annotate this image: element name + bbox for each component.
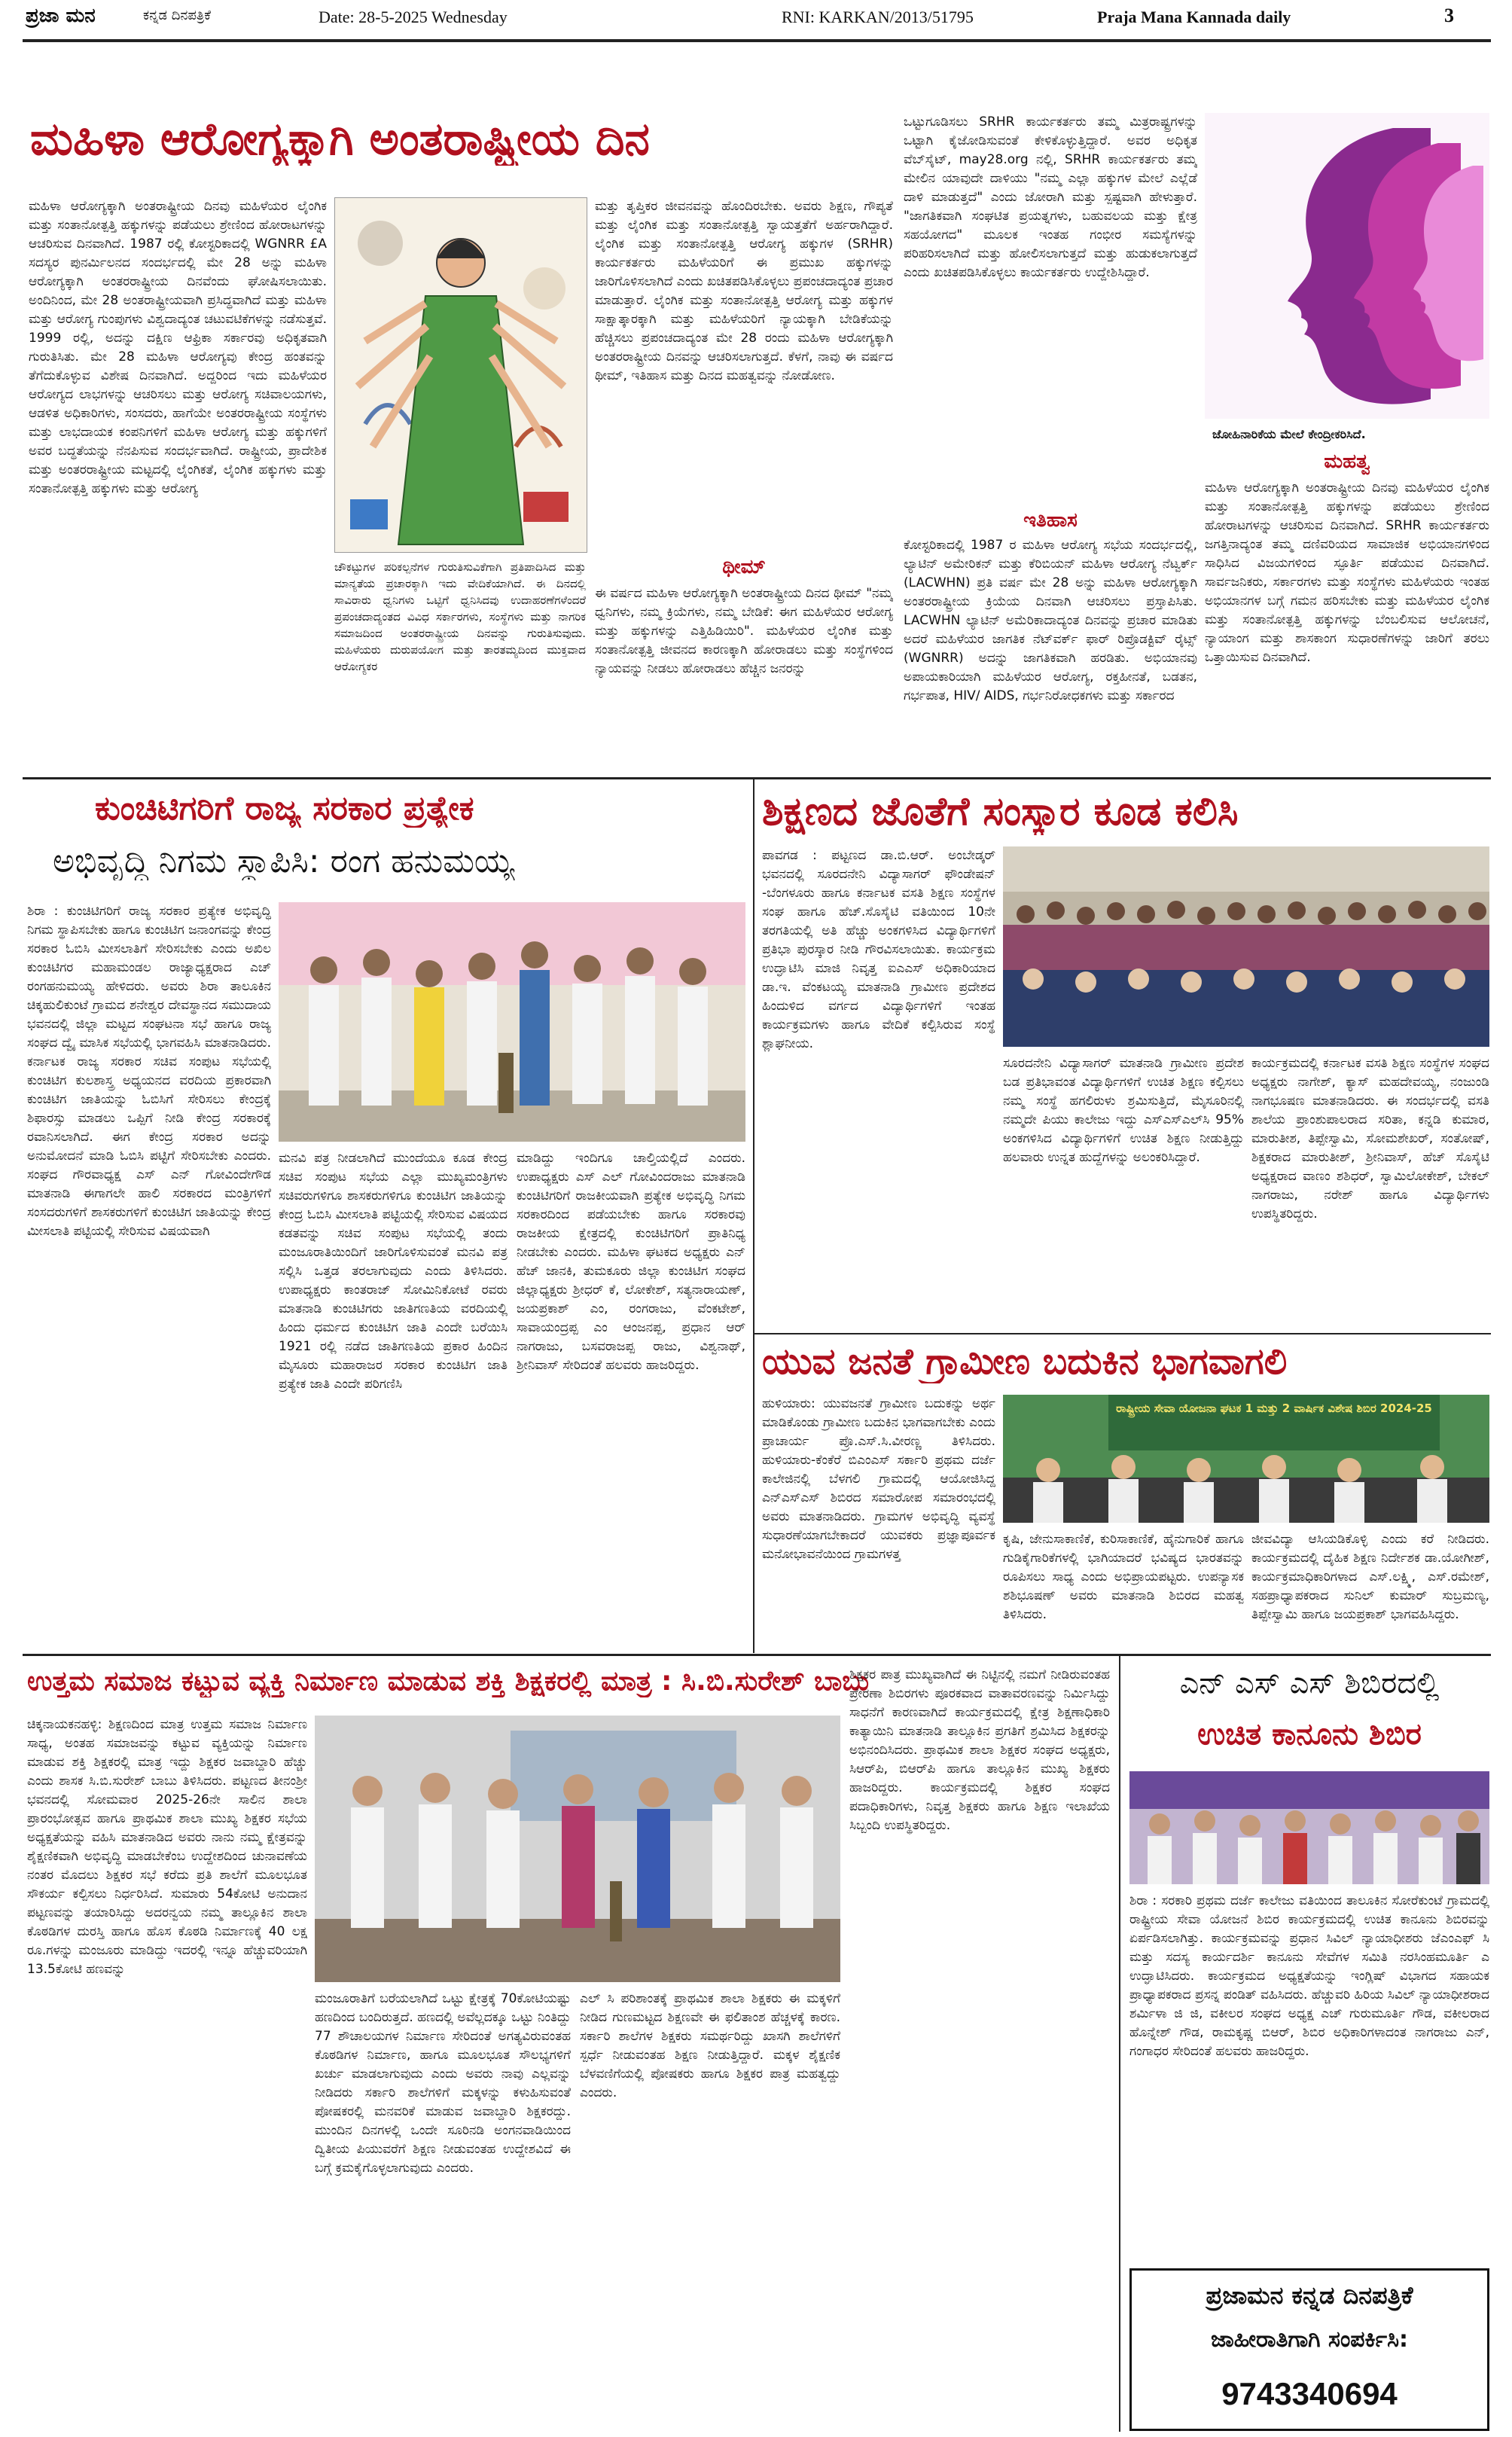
story3-headline: ಶಿಕ್ಷಣದ ಜೊತೆಗೆ ಸಂಸ್ಕಾರ ಕೂಡ ಕಲಿಸಿ (762, 789, 1239, 834)
story4-banner-text: ರಾಷ್ಟ್ರೀಯ ಸೇವಾ ಯೋಜನಾ ಘಟಕ 1 ಮತ್ತು 2 ವಾರ್ಷಿಕ ವಿಶೇಷ ಶಿಬಿರ 2024-25 (1116, 1402, 1432, 1415)
story1-col4b: ಕೋಸ್ಟರಿಕಾದಲ್ಲಿ 1987 ರ ಮಹಿಳಾ ಆರೋಗ್ಯ ಸಭೆಯ ಸಂದರ್ಭದಲ್ಲಿ, ಲ್ಯಾಟಿನ್ ಅಮೇರಿಕನ್ ಮತ್ತು ಕೆರಿಬಿಯನ್ ಮಹಿಳಾ ಆರೋಗ್ಯ ನೆಟ್ವರ್ಕ್ (LACWHN) ಪ್ರತಿ ವರ್ಷ ಮೇ 28 ಅನ್ನು ಮಹಿಳಾ ಆರೋಗ್ಯಕ್ಕಾಗಿ ಅಂತರರಾಷ್ಟ್ರೀಯ ಕ್ರಿಯೆಯ ದಿನವಾಗಿ ಆಚರಿಸಲು ಪ್ರಸ್ತಾಪಿಸಿತು. LACWHN ಲ್ಯಾಟಿನ್ ಅಮೆರಿಕಾದಾದ್ಯಂತ ದಿನವನ್ನು ಪ್ರಚಾರ ಮಾಡಿತು ಅದರೆ ಮಹಿಳೆಯರ ಜಾಗತಿಕ ನೆಟ್‌ವರ್ಕ್ ಫಾರ್ ರಿಪ್ರೊಡಕ್ಟಿವ್ ರೈಟ್ಸ್ (WGNRR) ಅದನ್ನು ಜಾಗತಿಕವಾಗಿ ಹರಡಿತು. ಅಭಿಯಾನವು ಅಪಾಯಕಾರಿಯಾಗಿ ಮಹಿಳೆಯರ ಆರೋಗ್ಯ, ರಕ್ತಹೀನತೆ, ಬಡತನ, ಗರ್ಭಪಾತ, HIV/ AIDS, ಗರ್ಭನಿರೋಧಕಗಳು ಮತ್ತು ಸರ್ಕಾರದ (904, 538, 1197, 703)
story6-photo (1129, 1771, 1489, 1884)
story1-illustration-caption: ಚೌಕಟ್ಟುಗಳ ಪರಿಕಲ್ಪನೆಗಳ ಗುರುತಿಸುವಿಕೆಗಾಗಿ ಪ್ರತಿಪಾದಿಸಿದ ಮತ್ತು ಮಾನ್ಯತೆಯ ಪ್ರಚಾರಕ್ಕಾಗಿ ಇದು ವೇದಿಕೆಯಾಗಿದೆ. ಈ ದಿನದಲ್ಲಿ ಸಾವಿರಾರು ಧ್ವನಿಗಳು ಒಟ್ಟಿಗೆ ಧ್ವನಿಸಿದವು ಉದಾಹರಣೆಗಳೆಂದರೆ ಪ್ರಪಂಚದಾದ್ಯಂತದ ವಿವಿಧ ಸರ್ಕಾರಗಳು, ಸಂಸ್ಥೆಗಳು ಮತ್ತು ನಾಗರಿಕ ಸಮಾಜದಿಂದ ಅಂತರರಾಷ್ಟ್ರೀಯ ದಿನವನ್ನು ಗುರುತಿಸುವುದು. ಮಹಿಳೆಯರು ದುರುಪಯೋಗ ಮತ್ತು ತಾರತಮ್ಯದಿಂದ ಮುಕ್ತವಾದ ಆರೋಗ್ಯಕರ (334, 560, 586, 673)
section-rule-4 (23, 1654, 1491, 1656)
masthead-date: Date: 28-5-2025 Wednesday (319, 8, 508, 26)
advert-line-2: ಜಾಹೀರಾತಿಗಾಗಿ ಸಂಪರ್ಕಿಸಿ: (1211, 2326, 1408, 2353)
story5-col4: ಶಿಕ್ಷಕರ ಪಾತ್ರ ಮುಖ್ಯವಾಗಿದೆ ಈ ನಿಟ್ಟಿನಲ್ಲಿ ನಮಗೆ ನೀಡಿರುವಂತಹ ಪ್ರೇರಣಾ ಶಿಬಿರಗಳು ಪೂರಕವಾದ ವಾತಾವರಣವನ್ನು ನಿರ್ಮಿಸಿದ್ದು ಸಾಧನೆಗೆ ಕಾರಣವಾಗಿದೆ ಕಾರ್ಯಕ್ರಮದಲ್ಲಿ ಕ್ಷೇತ್ರ ಶಿಕ್ಷಣಾಧಿಕಾರಿ ಕಾತ್ಯಾಯಿನಿ ಮಾತನಾಡಿ ತಾಲ್ಲೂಕಿನ ಪ್ರಗತಿಗೆ ಶ್ರಮಿಸಿದ ಶಿಕ್ಷಕರನ್ನು ಅಭಿನಂದಿಸಿದರು. ಪ್ರಾಥಮಿಕ ಶಾಲಾ ಶಿಕ್ಷಕರ ಸಂಘದ ಅಧ್ಯಕ್ಷರು, ಸಿಆರ್‌ಪಿ, ಬಿಆರ್‌ಪಿ ಹಾಗೂ ತಾಲ್ಲೂಕಿನ ಮುಖ್ಯ ಶಿಕ್ಷಕರು ಹಾಜರಿದ್ದರು. ಕಾರ್ಯಕ್ರಮದಲ್ಲಿ ಶಿಕ್ಷಕರ ಸಂಘದ ಪದಾಧಿಕಾರಿಗಳು, ನಿವೃತ್ತ ಶಿಕ್ಷಕರು ಹಾಗೂ ಶಿಕ್ಷಣ ಇಲಾಖೆಯ ಸಿಬ್ಬಂದಿ ಉಪಸ್ಥಿತರಿದ್ದರು. (849, 1667, 1110, 1833)
story1-photo (1205, 113, 1489, 419)
story5-headline: ಉತ್ತಮ ಸಮಾಜ ಕಟ್ಟುವ ವ್ಯಕ್ತಿ ನಿರ್ಮಾಣ ಮಾಡುವ ಶಕ್ತಿ ಶಿಕ್ಷಕರಲ್ಲಿ ಮಾತ್ರ : ಸಿ.ಬಿ.ಸುರೇಶ್ ಬಾಬು (27, 1666, 870, 1697)
story2-headline-1: ಕುಂಚಿಟಿಗರಿಗೆ ರಾಜ್ಯ ಸರಕಾರ ಪ್ರತ್ಯೇಕ (95, 789, 474, 828)
story2-col3: ಮಾಡಿದ್ದು ಇಂದಿಗೂ ಚಾಲ್ತಿಯಲ್ಲಿದೆ ಎಂದರು. ಉಪಾಧ್ಯಕ್ಷರು ಎಸ್ ಎಲ್ ಗೋವಿಂದರಾಜು ಮಾತನಾಡಿ ಕುಂಚಿಟಿಗರಿಗೆ ರಾಜಕೀಯವಾಗಿ ಪ್ರತ್ಯೇಕ ಅಭಿವೃದ್ಧಿ ನಿಗಮ ಸರಕಾರದಿಂದ ಪಡೆಯಬೇಕು ಹಾಗೂ ಸರಕಾರವು ರಾಜಕೀಯ ಕ್ಷೇತ್ರದಲ್ಲಿ ಕುಂಚಿಟಿಗರಿಗೆ ಪ್ರಾತಿನಿಧ್ಯ ನೀಡಬೇಕು ಎಂದರು. ಮಹಿಳಾ ಘಟಕದ ಅಧ್ಯಕ್ಷರು ಎನ್ ಹೆಚ್ ಜಾನಕಿ, ತುಮಕೂರು ಜಿಲ್ಲಾ ಕುಂಚಿಟಿಗ ಸಂಘದ ಜಿಲ್ಲಾಧ್ಯಕ್ಷರು ಶ್ರೀಧರ್ ಕೆ, ಲೋಕೇಶ್, ಸತ್ಯನಾರಾಯಣ್, ಜಯಪ್ರಕಾಶ್ ಎಂ, ರಂಗರಾಜು, ವೆಂಕಟೇಶ್, ಸಾವಾಯಂದ್ರಪ್ಪ ಎಂ ಆಂಜನಪ್ಪ, ಪ್ರಧಾನ ಆರ್ ನಾಗರಾಜು, ಬಸವರಾಜಪ್ಪ ರಾಜು, ವಿಶ್ವನಾಥ್, ಶ್ರೀನಿವಾಸ್ ಸೇರಿದಂತೆ ಹಲವರು ಹಾಜರಿದ್ದರು. (517, 1151, 745, 1373)
section-rule-1 (23, 777, 1491, 779)
story4-col2: ಕೃಷಿ, ಜೇನುಸಾಕಾಣಿಕೆ, ಕುರಿಸಾಕಾಣಿಕೆ, ಹೈನುಗಾರಿಕೆ ಹಾಗೂ ಗುಡಿಕೈಗಾರಿಕೆಗಳಲ್ಲಿ ಭಾಗಿಯಾದರೆ ಭವಿಷ್ಯದ ಭಾರತವನ್ನು ರೂಪಿಸಲು ಸಾಧ್ಯ ಎಂದು ಅಭಿಪ್ರಾಯಪಟ್ಟರು. ಉಪನ್ಯಾಸಕ ಶಶಿಭೂಷಣ್ ಅವರು ಮಾತನಾಡಿ ಶಿಬಿರದ ಮಹತ್ವ ತಿಳಿಸಿದರು. (1003, 1532, 1244, 1622)
story6-headline-2: ಉಚಿತ ಕಾನೂನು ಶಿಬಿರ (1197, 1717, 1422, 1752)
story4-col1: ಹುಳಿಯಾರು: ಯುವಜನತೆ ಗ್ರಾಮೀಣ ಬದುಕನ್ನು ಅರ್ಥ ಮಾಡಿಕೊಂಡು ಗ್ರಾಮೀಣ ಬದುಕಿನ ಭಾಗವಾಗಬೇಕು ಎಂದು ಪ್ರಾಚಾರ್ಯ ಪ್ರೊ.ಎಸ್.ಸಿ.ವೀರಣ್ಣ ತಿಳಿಸಿದರು. ಹುಳಿಯಾರು-ಕೆಂಕೆರೆ ಬಿಎಂಎಸ್ ಸರ್ಕಾರಿ ಪ್ರಥಮ ದರ್ಜೆ ಕಾಲೇಜಿನಲ್ಲಿ ಬೆಳಗಲಿ ಗ್ರಾಮದಲ್ಲಿ ಆಯೋಜಿಸಿದ್ದ ಎನ್ಎಸ್ಎಸ್ ಶಿಬಿರದ ಸಮಾರೋಪ ಸಮಾರಂಭದಲ್ಲಿ ಅವರು ಮಾತನಾಡಿದರು. ಗ್ರಾಮಗಳ ಅಭಿವೃದ್ಧಿ ವ್ಯವಸ್ಥೆ ಸುಧಾರಣೆಯಾಗಬೇಕಾದರೆ ಯುವಕರು ಪ್ರಜ್ಞಾಪೂರ್ವಕ ಮನೋಭಾವನೆಯಿಂದ ಗ್ರಾಮಗಳತ್ತ (762, 1396, 995, 1562)
story1-col5: ಮಹಿಳಾ ಆರೋಗ್ಯಕ್ಕಾಗಿ ಅಂತರಾಷ್ಟ್ರೀಯ ದಿನವು ಮಹಿಳೆಯರ ಲೈಂಗಿಕ ಮತ್ತು ಸಂತಾನೋತ್ಪತ್ತಿ ಹಕ್ಕುಗಳನ್ನು ಪಡೆಯಲು ಶ್ರೇಣಿಂದ ಹೋರಾಟಗಳನ್ನು ಆಚರಿಸುವ ದಿನವಾಗಿದೆ. SRHR ಕಾರ್ಯಕರ್ತರು ಜಗತ್ತಿನಾದ್ಯಂತ ತಮ್ಮ ದಣಿವರಿಯದ ಸಾಮಾಜಿಕ ಅಭಿಯಾನಗಳಿಂದ ಸಾಧಿಸಿದ ವಿಜಯಗಳಿಂದ ಸ್ಫೂರ್ತಿ ಪಡೆಯುವ ದಿನವಾಗಿದೆ. ಸಾರ್ವಜನಿಕರು, ಸರ್ಕಾರಗಳು ಮತ್ತು ಸಂಸ್ಥೆಗಳು ಮಹಿಳೆಯರು ಇಂತಹ ಅಭಿಯಾನಗಳ ಬಗ್ಗೆ ಗಮನ ಹರಿಸಬೇಕು ಮತ್ತು ಮಹಿಳೆಯರ ಲೈಂಗಿಕ ಮತ್ತು ಸಂತಾನೋತ್ಪತ್ತಿ ಹಕ್ಕುಗಳನ್ನು ಬೆಂಬಲಿಸುವ ಆಲೋಚನೆ, ನ್ಯಾಯಾಂಗ ಮತ್ತು ಶಾಸಕಾಂಗ ಸುಧಾರಣೆಗಳನ್ನು ಜಾರಿಗೆ ತರಲು ಒತ್ತಾಯಿಸುವ ದಿನವಾಗಿದೆ. (1205, 480, 1489, 665)
story6-headline-1: ಎನ್ ಎಸ್ ಎಸ್ ಶಿಬಿರದಲ್ಲಿ (1179, 1666, 1440, 1700)
story4-col3: ಜೀವವಿದ್ಯಾ ಆಸಿಯಡಿಕೊಳ್ಳಿ ಎಂದು ಕರೆ ನೀಡಿದರು. ಕಾರ್ಯಕ್ರಮದಲ್ಲಿ ದೈಹಿಕ ಶಿಕ್ಷಣ ನಿರ್ದೇಶಕ ಡಾ.ಯೋಗೀಶ್, ಕಾರ್ಯಕ್ರಮಾಧಿಕಾರಿಗಳಾದ ಎಸ್.ಲಕ್ಷ್ಮಿ, ಎಸ್.ರಮೇಶ್, ಸಹಪ್ರಾಧ್ಯಾಪಕರಾದ ಸುನಿಲ್ ಕುಮಾರ್ ಸುಬ್ರಮಣ್ಯ, ತಿಪ್ಪೇಸ್ವಾಮಿ ಹಾಗೂ ಜಯಪ್ರಕಾಶ್ ಭಾಗವಹಿಸಿದ್ದರು. (1251, 1532, 1489, 1622)
story3-col1b: ಸೂರದನೇನಿ ವಿದ್ಯಾಸಾಗರ್ ಮಾತನಾಡಿ ಗ್ರಾಮೀಣ ಪ್ರದೇಶ ಬಡ ಪ್ರತಿಭಾವಂತ ವಿದ್ಯಾರ್ಥಿಗಳಿಗೆ ಉಚಿತ ಶಿಕ್ಷಣ ಕಲ್ಪಿಸಲು ನಮ್ಮ ಸಂಸ್ಥೆ ಹಗಲಿರುಳು ಶ್ರಮಿಸುತ್ತಿದೆ, ಮೈಸೂರಿನಲ್ಲಿ ನಮ್ಮದೇ ಪಿಯು ಕಾಲೇಜು ಇದ್ದು ಎಸ್ಎಸ್ಎಲ್‌ಸಿ 95% ಅಂಕಗಳಿಸಿದ ವಿದ್ಯಾರ್ಥಿಗಳಿಗೆ ಉಚಿತ ಶಿಕ್ಷಣ ನೀಡುತ್ತಿದ್ದು ಹಲವಾರು ಉನ್ನತ ಹುದ್ದೆಗಳನ್ನು ಅಲಂಕರಿಸಿದ್ದಾರೆ. (1003, 1056, 1244, 1165)
story5-col1: ಚಿಕ್ಕನಾಯಕನಹಳ್ಳಿ: ಶಿಕ್ಷಣದಿಂದ ಮಾತ್ರ ಉತ್ತಮ ಸಮಾಜ ನಿರ್ಮಾಣ ಸಾಧ್ಯ, ಅಂತಹ ಸಮಾಜವನ್ನು ಕಟ್ಟುವ ವ್ಯಕ್ತಿಯನ್ನು ನಿರ್ಮಾಣ ಮಾಡುವ ಶಕ್ತಿ ಶಿಕ್ಷಕರಲ್ಲಿ ಮಾತ್ರ ಇದ್ದು ಶಿಕ್ಷಕರ ಜವಾಬ್ದಾರಿ ಹೆಚ್ಚು ಎಂದು ಶಾಸಕ ಸಿ.ಬಿ.ಸುರೇಶ್ ಬಾಬು ತಿಳಿಸಿದರು. ಪಟ್ಟಣದ ತೀನಂಶ್ರೀ ಭವನದಲ್ಲಿ ಸೋಮವಾರ 2025-26ನೇ ಸಾಲಿನ ಶಾಲಾ ಪ್ರಾರಂಭೋತ್ಸವ ಹಾಗೂ ಪ್ರಾಥಮಿಕ ಶಾಲಾ ಮುಖ್ಯ ಶಿಕ್ಷಕರ ಸಭೆಯ ಅಧ್ಯಕ್ಷತೆಯನ್ನು ವಹಿಸಿ ಮಾತನಾಡಿದ ಅವರು ನಾನು ನಮ್ಮ ಕ್ಷೇತ್ರವನ್ನು ಶೈಕ್ಷಣಿಕವಾಗಿ ಅಭಿವೃದ್ಧಿ ಮಾಡಬೇಕೆಂಬ ಉದ್ದೇಶದಿಂದ ಚುನಾವಣೆಯ ನಂತರ ಮೊದಲು ಶಿಕ್ಷಕರ ಸಭೆ ಕರೆದು ಪ್ರತಿ ಶಾಲೆಗೆ ಮೂಲಭೂತ ಸೌಕರ್ಯ ಕಲ್ಪಿಸಲು ನಿರ್ಧರಿಸಿದೆ. ಸುಮಾರು 54ಕೋಟಿ ಅನುದಾನ ಪಟ್ಟಣವನ್ನು ತಯಾರಿಸಿದ್ದು ಅದರನ್ವಯ ನಮ್ಮ ತಾಲ್ಲೂಕಿನ ಶಾಲಾ ಕೊಠಡಿಗಳ ದುರಸ್ತಿ ಹಾಗೂ ಹೊಸ ಕೊಠಡಿ ನಿರ್ಮಾಣಕ್ಕೆ 40 ಲಕ್ಷ ರೂ.ಗಳನ್ನು ಮಂಜೂರು ಮಾಡಿದ್ದು ಇದರಲ್ಲಿ ಇನ್ನೂ ಹೆಚ್ಚುವರಿಯಾಗಿ 13.5ಕೋಟಿ ಹಣವನ್ನು (27, 1717, 307, 1977)
column-rule-1 (753, 779, 754, 1653)
story1-illustration (334, 197, 587, 553)
story1-col4a: ಒಟ್ಟುಗೂಡಿಸಲು SRHR ಕಾರ್ಯಕರ್ತರು ತಮ್ಮ ಮಿತ್ರರಾಷ್ಟ್ರಗಳನ್ನು ಒಟ್ಟಾಗಿ ಕೈಜೋಡಿಸುವಂತೆ ಕೇಳಿಕೊಳ್ಳುತ್ತಿದ್ದಾರೆ. ಅವರ ಅಧಿಕೃತ ವೆಬ್‌ಸೈಟ್, may28.org ನಲ್ಲಿ, SRHR ಕಾರ್ಯಕರ್ತರು ತಮ್ಮ ಮೇಲಿನ ಯಾವುದೇ ದಾಳಿಯು "ನಮ್ಮ ಎಲ್ಲಾ ಹಕ್ಕುಗಳ ಮೇಲೆ ಎಲ್ಲೆಡೆ ದಾಳಿ ಮಾಡುತ್ತದೆ" ಎಂದು ಜೋರಾಗಿ ಮತ್ತು ಸ್ಪಷ್ಟವಾಗಿ ಹೇಳುತ್ತಾರೆ. "ಜಾಗತಿಕವಾಗಿ ಸಂಘಟಿತ ಪ್ರಯತ್ನಗಳು, ಬಹುವಲಯ ಮತ್ತು ಕ್ಷೇತ್ರ ಸಹಯೋಗದ" ಮೂಲಕ ಇಂತಹ ಗಂಭೀರ ಸಮಸ್ಯೆಗಳನ್ನು ಪರಿಹರಿಸಲಾಗಿದೆ ಮತ್ತು ಹೋಲಿಸಲಾಗುತ್ತದೆ ಮತ್ತು ಹುಡುಕಲಾಗುತ್ತದೆ ಎಂದು ಖಚಿತಪಡಿಸಿಕೊಳ್ಳಲು ಕಾರ್ಯಕರ್ತರು ಉದ್ದೇಶಿಸಿದ್ದಾರೆ. (904, 114, 1197, 280)
advert-box (1129, 2268, 1489, 2431)
story4-headline: ಯುವ ಜನತೆ ಗ್ರಾಮೀಣ ಬದುಕಿನ ಭಾಗವಾಗಲಿ (762, 1341, 1288, 1383)
story3-col2: ಕಾರ್ಯಕ್ರಮದಲ್ಲಿ ಕರ್ನಾಟಕ ವಸತಿ ಶಿಕ್ಷಣ ಸಂಸ್ಥೆಗಳ ಸಂಘದ ಅಧ್ಯಕ್ಷರು ನಾಗೇಶ್, ಕ್ಯಾಸ್ ಮಹದೇವಯ್ಯ, ನಂಜುಂಡಿ ನಾಗಭೂಷಣ ಮಾತನಾಡಿದರು. ಈ ಸಂದರ್ಭದಲ್ಲಿ ವಸತಿ ಶಾಲೆಯ ಪ್ರಾಂಶುಪಾಲರಾದ ಸರಿತಾ, ಕನ್ನಡಿ ಕುಮಾರ, ಮಾರುತೀಶ, ತಿಪ್ಪೇಸ್ವಾಮಿ, ಸೋಮಶೇಖರ್, ಸಂತೋಷ್, ಶಿಕ್ಷಕರಾದ ಮಾರುತೀಶ್, ಶ್ರೀನಿವಾಸ್, ಹೆಚ್ ಸೊಸೈಟಿ ಅಧ್ಯಕ್ಷರಾದ ವಾಣಂ ಶಶಿಧರ್, ಸ್ವಾಮಿಲೋಕೇಶ್, ಬೇಕಲ್ ನಾಗರಾಜು, ನರೇಶ್ ಹಾಗೂ ವಿದ್ಯಾರ್ಥಿಗಳು ಉಪಸ್ಥಿತರಿದ್ದರು. (1251, 1056, 1489, 1222)
story2-photo (279, 902, 745, 1142)
story3-col1: ಪಾವಗಡ : ಪಟ್ಟಣದ ಡಾ.ಬಿ.ಆರ್. ಅಂಬೇಡ್ಕರ್ ಭವನದಲ್ಲಿ ಸೂರದನೇನಿ ವಿದ್ಯಾಸಾಗರ್ ಫೌಂಡೇಷನ್ -ಬೆಂಗಳೂರು ಹಾಗೂ ಕರ್ನಾಟಕ ವಸತಿ ಶಿಕ್ಷಣ ಸಂಸ್ಥೆಗಳ ಸಂಘ ಹಾಗೂ ಹೆಚ್.ಸೊಸೈಟಿ ವತಿಯಿಂದ 10ನೇ ತರಗತಿಯಲ್ಲಿ ಅತಿ ಹೆಚ್ಚು ಅಂಕಗಳಿಸಿದ ವಿದ್ಯಾರ್ಥಿಗಳಿಗೆ ಪ್ರತಿಭಾ ಪುರಸ್ಕಾರ ನೀಡಿ ಗೌರವಿಸಲಾಯಿತು. ಕಾರ್ಯಕ್ರಮ ಉದ್ಘಾಟಿಸಿ ಮಾಜಿ ನಿವೃತ್ತ ಐಎಎಸ್ ಅಧಿಕಾರಿಯಾದ ಡಾ.ಇ. ವೆಂಕಟಯ್ಯ ಮಾತನಾಡಿ ಗ್ರಾಮೀಣ ಪ್ರದೇಶದ ಹಿಂದುಳಿದ ವರ್ಗದ ವಿದ್ಯಾರ್ಥಿಗಳಿಗೆ ಇಂತಹ ಕಾರ್ಯಕ್ರಮಗಳು ಹಾಗೂ ವೇದಿಕೆ ಕಲ್ಪಿಸಿರುವ ಸಂಸ್ಥೆ ಶ್ಲಾಘನೀಯ. (762, 848, 995, 1051)
story3-photo (1003, 846, 1489, 1047)
story1-col1: ಮಹಿಳಾ ಆರೋಗ್ಯಕ್ಕಾಗಿ ಅಂತರಾಷ್ಟ್ರೀಯ ದಿನವು ಮಹಿಳೆಯರ ಲೈಂಗಿಕ ಮತ್ತು ಸಂತಾನೋತ್ಪತ್ತಿ ಹಕ್ಕುಗಳನ್ನು ಪಡೆಯಲು ಶ್ರೇಣಿಂದ ಹೋರಾಟಗಳನ್ನು ಆಚರಿಸುವ ದಿನವಾಗಿದೆ. 1987 ರಲ್ಲಿ ಕೋಸ್ಟರಿಕಾದಲ್ಲಿ WGNRR £A ಸದಸ್ಯರ ಪುನರ್ಮಿಲನದ ಸಂದರ್ಭದಲ್ಲಿ ಮೇ 28 ಅನ್ನು ಮಹಿಳಾ ಆರೋಗ್ಯಕ್ಕಾಗಿ ಅಂತರರಾಷ್ಟ್ರೀಯ ದಿನವೆಂದು ಘೋಷಿಸಲಾಯಿತು. ಅಂದಿನಿಂದ, ಮೇ 28 ಅಂತರಾಷ್ಟ್ರೀಯವಾಗಿ ಪ್ರಸಿದ್ಧವಾಗಿದೆ ಮತ್ತು ಮಹಿಳಾ ಮತ್ತು ಆರೋಗ್ಯ ಗುಂಪುಗಳು ವಿಶ್ವದಾದ್ಯಂತ ಚಟುವಟಿಕೆಗಳನ್ನು ನಡೆಸುತ್ತವೆ. 1999 ರಲ್ಲಿ, ಅದನ್ನು ದಕ್ಷಿಣ ಆಫ್ರಿಕಾ ಸರ್ಕಾರವು ಅಧಿಕೃತವಾಗಿ ಗುರುತಿಸಿತು. ಮೇ 28 ಮಹಿಳಾ ಆರೋಗ್ಯವು ಕೇಂದ್ರ ಹಂತವನ್ನು ತೆಗೆದುಕೊಳ್ಳುವ ವಿಶೇಷ ದಿನವಾಗಿದೆ. ಅದ್ದರಿಂದ ಇದು ಮಹಿಳೆಯರ ಆರೋಗ್ಯದ ಲಾಭಗಳನ್ನು ಆಚರಿಸಲು ಮತ್ತು ಆರೋಗ್ಯ ಸಚಿವಾಲಯಗಳು, ಆಡಳಿತ ಅಧಿಕಾರಿಗಳು, ಸಂಸದರು, ಹಾಗೆಯೇ ಅಂತರರಾಷ್ಟ್ರೀಯ ಸಂಸ್ಥೆಗಳು ಮತ್ತು ಲಾಭದಾಯಕ ಕಂಪನಿಗಳಿಗೆ ಮಹಿಳಾ ಆರೋಗ್ಯ ಮತ್ತು ಹಕ್ಕುಗಳಿಗೆ ಅವರ ಬದ್ಧತೆಯನ್ನು ನೆನಪಿಸುವ ಸಂದರ್ಭವಾಗಿದೆ. ರಾಷ್ಟ್ರೀಯ, ಪ್ರಾದೇಶಿಕ ಮತ್ತು ಅಂತರರಾಷ್ಟ್ರೀಯ ಮಟ್ಟದಲ್ಲಿ ಲೈಂಗಿಕತೆ, ಲೈಂಗಿಕ ಹಕ್ಕುಗಳು ಮತ್ತು ಸಂತಾನೋತ್ಪತ್ತಿ ಹಕ್ಕುಗಳು ಮತ್ತು ಆರೋಗ್ಯ (29, 199, 327, 496)
story4-photo (1003, 1395, 1489, 1523)
masthead-tagline: ಕನ್ನಡ ದಿನಪತ್ರಿಕೆ (143, 8, 212, 23)
story2-col1: ಶಿರಾ : ಕುಂಚಿಟಿಗರಿಗೆ ರಾಜ್ಯ ಸರಕಾರ ಪ್ರತ್ಯೇಕ ಅಭಿವೃದ್ಧಿ ನಿಗಮ ಸ್ಥಾಪಿಸಬೇಕು ಹಾಗೂ ಕುಂಚಿಟಿಗ ಜನಾಂಗವನ್ನು ಕೇಂದ್ರ ಸರಕಾರ ಓಬಿಸಿ ಮೀಸಲಾತಿಗೆ ಸೇರಿಸಬೇಕು ಎಂದು ಅಖಿಲ ಕುಂಚಿಟಿಗರ ಮಹಾಮಂಡಲ ರಾಜ್ಯಾಧ್ಯಕ್ಷರಾದ ಎಚ್ ರಂಗಹನುಮಯ್ಯ ಹೇಳಿದರು. ಅವರು ಶಿರಾ ತಾಲೂಕಿನ ಚಿಕ್ಕಹುಲಿಕುಂಟೆ ಗ್ರಾಮದ ಶನೇಶ್ವರ ದೇವಸ್ಥಾನದ ಸಮುದಾಯ ಭವನದಲ್ಲಿ ಜಿಲ್ಲಾ ಮಟ್ಟದ ಸಂಘಟನಾ ಸಭೆ ಹಾಗೂ ರಾಜ್ಯ ಸಂಘದ ದ್ವೈ ಮಾಸಿಕ ಸಭೆಯಲ್ಲಿ ಭಾಗವಹಿಸಿ ಮಾತನಾಡಿದರು. ಕರ್ನಾಟಕ ರಾಜ್ಯ ಸರಕಾರ ಸಚಿವ ಸಂಪುಟ ಸಭೆಯಲ್ಲಿ ಕುಂಚಿಟಿಗ ಕುಲಶಾಸ್ತ್ರ ಅಧ್ಯಯನದ ವರದಿಯ ಪ್ರಕಾರವಾಗಿ ಕುಂಚಿಟಿಗ ಜಾತಿಯನ್ನು ಓಬಿಸಿಗೆ ಸೇರಿಸಲು ಕೇಂದ್ರಕ್ಕೆ ಶಿಫಾರಸ್ಸು ಮಾಡಲು ಒಪ್ಪಿಗೆ ನೀಡಿ ಕೇಂದ್ರ ಸರಕಾರಕ್ಕೆ ರವಾನಿಸಲಾಗಿದೆ. ಈಗ ಕೇಂದ್ರ ಸರಕಾರ ಅದನ್ನು ಅನುಮೋದನೆ ಮಾಡಿ ಓಬಿಸಿ ಪಟ್ಟಿಗೆ ಸೇರಿಸಬೇಕು ಎಂದರು. ಸಂಘದ ಗೌರವಾಧ್ಯಕ್ಷ ಎಸ್ ಎನ್ ಗೋವಿಂದೇಗೌಡ ಮಾತನಾಡಿ ಈಗಾಗಲೇ ಹಾಲಿ ಸರಕಾರದ ಮಂತ್ರಿಗಳಿಗೆ ಸಂಸದರುಗಳಿಗೆ ಶಾಸಕರುಗಳಿಗೆ ಕುಂಚಿಟಿಗ ಜಾತಿಯನ್ನು ಕೇಂದ್ರ ಮೀಸಲಾತಿ ಪಟ್ಟಿಯಲ್ಲಿ ಸೇರಿಸುವ ವಿಷಯವಾಗಿ (27, 904, 271, 1239)
story1-theme-heading: ಥೀಮ್ (722, 556, 766, 578)
story1-history-heading: ಇತಿಹಾಸ (1023, 509, 1078, 532)
page-number: 3 (1444, 5, 1454, 26)
story1-headline: ಮಹಿಳಾ ಆರೋಗ್ಯಕ್ಕಾಗಿ ಅಂತರಾಷ್ಟ್ರೀಯ ದಿನ (30, 113, 650, 166)
advert-phone: 9743340694 (1221, 2376, 1398, 2411)
masthead-rule (23, 39, 1491, 42)
column-rule-5 (1119, 1656, 1120, 2432)
masthead-paper-name: Praja Mana Kannada daily (1097, 8, 1291, 26)
story6-body: ಶಿರಾ : ಸರಕಾರಿ ಪ್ರಥಮ ದರ್ಜೆ ಕಾಲೇಜು ವತಿಯಿಂದ ತಾಲೂಕಿನ ಸೋರೆಕುಂಟೆ ಗ್ರಾಮದಲ್ಲಿ ರಾಷ್ಟ್ರೀಯ ಸೇವಾ ಯೋಜನೆ ಶಿಬಿರ ಕಾರ್ಯಕ್ರಮದಲ್ಲಿ ಉಚಿತ ಕಾನೂನು ಶಿಬಿರವನ್ನು ಏರ್ಪಡಿಸಲಾಗಿತ್ತು. ಕಾರ್ಯಕ್ರಮವನ್ನು ಪ್ರಧಾನ ಸಿವಿಲ್ ನ್ಯಾಯಾಧೀಶರು ಜೆಎಂಎಫ್ ಸಿ ಮತ್ತು ಸದಸ್ಯ ಕಾರ್ಯದರ್ಶಿ ಕಾನೂನು ಸೇವೆಗಳ ಸಮಿತಿ ನರಸಿಂಹಮೂರ್ತಿ ಎ ಉದ್ಘಾಟಿಸಿದರು. ಕಾರ್ಯಕ್ರಮದ ಅಧ್ಯಕ್ಷತೆಯನ್ನು ಇಂಗ್ಲಿಷ್ ವಿಭಾಗದ ಸಹಾಯಕ ಪ್ರಾಧ್ಯಾಪಕರಾದ ಪ್ರಸನ್ನ ಪಂಡಿತ್ ವಹಿಸಿದರು. ಹೆಚ್ಚುವರಿ ಹಿರಿಯ ಸಿವಿಲ್ ನ್ಯಾಯಾಧೀಶರಾದ ಶರ್ಮಿಳಾ ಜಿ ಜಿ, ವಕೀಲರ ಸಂಘದ ಅಧ್ಯಕ್ಷ ಎಚ್ ಗುರುಮೂರ್ತಿ ಗೌಡ, ವಕೀಲರಾದ ಹೊನ್ನೇಶ್ ಗೌಡ, ರಾಮಕೃಷ್ಣ ಬಿಆರ್, ಶಿಬಿರ ಅಧಿಕಾರಿಗಳಾದಂತ ನಾಗರಾಜು ಎನ್, ಗಂಗಾಧರ ಸೇರಿದಂತೆ ಹಲವರು ಹಾಜರಿದ್ದರು. (1129, 1893, 1489, 2059)
story5-col2: ಮಂಜೂರಾತಿಗೆ ಬರೆಯಲಾಗಿದೆ ಒಟ್ಟು ಕ್ಷೇತ್ರಕ್ಕೆ 70ಕೋಟಿಯಷ್ಟು ಹಣದಿಂದ ಬಂದಿರುತ್ತದೆ. ಹಣದಲ್ಲಿ ಅವೆಲ್ಲದಕ್ಕೂ ಒಟ್ಟು ನಿಂತಿದ್ದು 77 ಶೌಚಾಲಯಗಳ ನಿರ್ಮಾಣ ಸೇರಿದಂತೆ ಅಗತ್ಯವಿರುವಂತಹ ಕೊಠಡಿಗಳ ನಿರ್ಮಾಣ, ಹಾಗೂ ಮೂಲಭೂತ ಸೌಲಭ್ಯಗಳಿಗೆ ಖರ್ಚು ಮಾಡಲಾಗುವುದು ಎಂದು ಅವರು ನಾವು ಎಲ್ಲವನ್ನು ನೀಡಿದರು ಸರ್ಕಾರಿ ಶಾಲೆಗಳಿಗೆ ಮಕ್ಕಳನ್ನು ಕಳುಹಿಸುವಂತೆ ಪೋಷಕರಲ್ಲಿ ಮನವರಿಕೆ ಮಾಡುವ ಜವಾಬ್ದಾರಿ ಶಿಕ್ಷಕರದ್ದು. ಮುಂದಿನ ದಿನಗಳಲ್ಲಿ ಒಂದೇ ಸೂರಿನಡಿ ಅಂಗನವಾಡಿಯಿಂದ ದ್ವಿತೀಯ ಪಿಯುವರೆಗೆ ಶಿಕ್ಷಣ ನೀಡುವಂತಹ ಉದ್ದೇಶವಿದೆ ಈ ಬಗ್ಗೆ ಕ್ರಮಕೈಗೊಳ್ಳಲಾಗುವುದು ಎಂದರು. (315, 1991, 571, 2176)
story5-photo (315, 1716, 840, 1982)
story5-col3: ಎಲ್ ಸಿ ಪರಿಶಾಂತಕ್ಕೆ ಪ್ರಾಥಮಿಕ ಶಾಲಾ ಶಿಕ್ಷಕರು ಈ ಮಕ್ಕಳಿಗೆ ನೀಡಿದ ಗುಣಮಟ್ಟದ ಶಿಕ್ಷಣವೇ ಈ ಫಲಿತಾಂಶ ಹೆಚ್ಚಳಕ್ಕೆ ಕಾರಣ. ಸರ್ಕಾರಿ ಶಾಲೆಗಳ ಶಿಕ್ಷಕರು ಸಮರ್ಥರಿದ್ದು ಖಾಸಗಿ ಶಾಲೆಗಳಿಗೆ ಸ್ಪರ್ಧೆ ನೀಡುವಂತಹ ಶಿಕ್ಷಣ ನೀಡುತ್ತಿದ್ದಾರೆ. ಮಕ್ಕಳ ಶೈಕ್ಷಣಿಕ ಬೆಳವಣಿಗೆಯಲ್ಲಿ ಪೋಷಕರು ಹಾಗೂ ಶಿಕ್ಷಕರ ಪಾತ್ರ ಮಹತ್ವದ್ದು ಎಂದರು. (580, 1991, 840, 2100)
section-rule-3 (754, 1333, 1491, 1334)
masthead (0, 0, 1512, 39)
masthead-logo: ಪ್ರಜಾ ಮನ (26, 5, 96, 27)
story1-col3a: ಮತ್ತು ತೃಪ್ತಿಕರ ಜೀವನವನ್ನು ಹೊಂದಿರಬೇಕು. ಅವರು ಶಿಕ್ಷಣ, ಗೌಪ್ಯತೆ ಮತ್ತು ಲೈಂಗಿಕ ಮತ್ತು ಸಂತಾನೋತ್ಪತ್ತಿ ಸ್ವಾಯತ್ತತೆಗೆ ಅರ್ಹರಾಗಿದ್ದಾರೆ. ಲೈಂಗಿಕ ಮತ್ತು ಸಂತಾನೋತ್ಪತ್ತಿ ಆರೋಗ್ಯ ಹಕ್ಕುಗಳ (SRHR) ಕಾರ್ಯಕರ್ತರು ಮಹಿಳೆಯರಿಗೆ ಈ ಪ್ರಮುಖ ಹಕ್ಕುಗಳನ್ನು ಜಾರಿಗೊಳಿಸಲಾಗಿದೆ ಎಂದು ಖಚಿತಪಡಿಸಿಕೊಳ್ಳಲು ಪ್ರಪಂಚದಾದ್ಯಂತ ಪ್ರಚಾರ ಮಾಡುತ್ತಾರೆ. ಲೈಂಗಿಕ ಮತ್ತು ಸಂತಾನೋತ್ಪತ್ತಿ ಆರೋಗ್ಯ ಮತ್ತು ಹಕ್ಕುಗಳ ಸಾಕ್ಷಾತ್ಕಾರಕ್ಕಾಗಿ ಮತ್ತು ಮಹಿಳೆಯರಿಗೆ ನ್ಯಾಯಕ್ಕಾಗಿ ಬೇಡಿಕೆಯನ್ನು ಹೆಚ್ಚಿಸಲು ಪ್ರಪಂಚದಾದ್ಯಂತ ಮೇ 28 ರಂದು ಮಹಿಳಾ ಆರೋಗ್ಯಕ್ಕಾಗಿ ಅಂತರರಾಷ್ಟ್ರೀಯ ದಿನವನ್ನು ಆಚರಿಸಲಾಗುತ್ತದೆ. ಕೆಳಗೆ, ನಾವು ಈ ವರ್ಷದ ಥೀಮ್, ಇತಿಹಾಸ ಮತ್ತು ದಿನದ ಮಹತ್ವವನ್ನು ನೋಡೋಣ. (595, 199, 893, 383)
story1-significance-heading: ಮಹತ್ವ (1324, 450, 1370, 473)
story1-col3b: ಈ ವರ್ಷದ ಮಹಿಳಾ ಆರೋಗ್ಯಕ್ಕಾಗಿ ಅಂತರಾಷ್ಟ್ರೀಯ ದಿನದ ಥೀಮ್ "ನಮ್ಮ ಧ್ವನಿಗಳು, ನಮ್ಮ ಕ್ರಿಯೆಗಳು, ನಮ್ಮ ಬೇಡಿಕೆ: ಈಗ ಮಹಿಳೆಯರ ಆರೋಗ್ಯ ಮತ್ತು ಹಕ್ಕುಗಳನ್ನು ಎತ್ತಿಹಿಡಿಯಿರಿ". ಮಹಿಳೆಯರ ಲೈಂಗಿಕ ಮತ್ತು ಸಂತಾನೋತ್ಪತ್ತಿ ಜೀವನದ ಕಾರಣಕ್ಕಾಗಿ ಹೋರಾಡಲು ಮತ್ತು ಸಂಸ್ಥೆಗಳಿಂದ ನ್ಯಾಯವನ್ನು ನೀಡಲು ಹೋರಾಡಲು ಹೆಚ್ಚಿನ ಜನರನ್ನು (595, 586, 893, 676)
story2-col2: ಮನವಿ ಪತ್ರ ನೀಡಲಾಗಿದೆ ಮುಂದೆಯೂ ಕೂಡ ಕೇಂದ್ರ ಸಚಿವ ಸಂಪುಟ ಸಭೆಯ ಎಲ್ಲಾ ಮುಖ್ಯಮಂತ್ರಿಗಳು ಸಚಿವರುಗಳಿಗೂ ಶಾಸಕರುಗಳಿಗೂ ಕುಂಚಿಟಿಗ ಜಾತಿಯನ್ನು ಕೇಂದ್ರ ಓಬಿಸಿ ಮೀಸಲಾತಿ ಪಟ್ಟಿಯಲ್ಲಿ ಸೇರಿಸುವ ವಿಷಯದ ಕಡತವನ್ನು ಸಚಿವ ಸಂಪುಟ ಸಭೆಯಲ್ಲಿ ತಂದು ಮಂಜೂರಾತಿಯಿಂದಿಗೆ ಜಾರಿಗೊಳಿಸುವಂತೆ ಮನವಿ ಪತ್ರ ಸಲ್ಲಿಸಿ ಒತ್ತಡ ತರಲಾಗುವುದು ಎಂದು ತಿಳಿಸಿದರು. ಉಪಾಧ್ಯಕ್ಷರು ಕಾಂತರಾಜ್ ಸೋಮಿನಿಕೋಟೆ ರವರು ಮಾತನಾಡಿ ಕುಂಚಿಟಿಗರು ಜಾತಿಗಣತಿಯ ವರದಿಯಲ್ಲಿ ಹಿಂದು ಧರ್ಮದ ಕುಂಚಿಟಿಗ ಜಾತಿ ಎಂದೇ ಬರೆಯಿಸಿ 1921 ರಲ್ಲಿ ನಡೆದ ಜಾತಿಗಣತಿಯ ಪ್ರಕಾರ ಹಿಂದಿನ ಮೈಸೂರು ಮಹಾರಾಜರ ಸರಕಾರ ಕುಂಚಿಟಿಗ ಜಾತಿ ಪ್ರತ್ಯೇಕ ಜಾತಿ ಎಂದೇ ಪರಿಗಣಿಸಿ (279, 1151, 508, 1392)
advert-line-1: ಪ್ರಜಾಮನ ಕನ್ನಡ ದಿನಪತ್ರಿಕೆ (1206, 2281, 1413, 2310)
story1-photo-caption: ಜೋಹಿನಾರಿಕೆಯ ಮೇಲೆ ಕೇಂದ್ರೀಕರಿಸಿದೆ. (1212, 427, 1366, 441)
story2-headline-2: ಅಭಿವೃದ್ಧಿ ನಿಗಮ ಸ್ಥಾಪಿಸಿ: ರಂಗ ಹನುಮಯ್ಯ (53, 842, 515, 880)
masthead-rni: RNI: KARKAN/2013/51795 (782, 8, 974, 26)
